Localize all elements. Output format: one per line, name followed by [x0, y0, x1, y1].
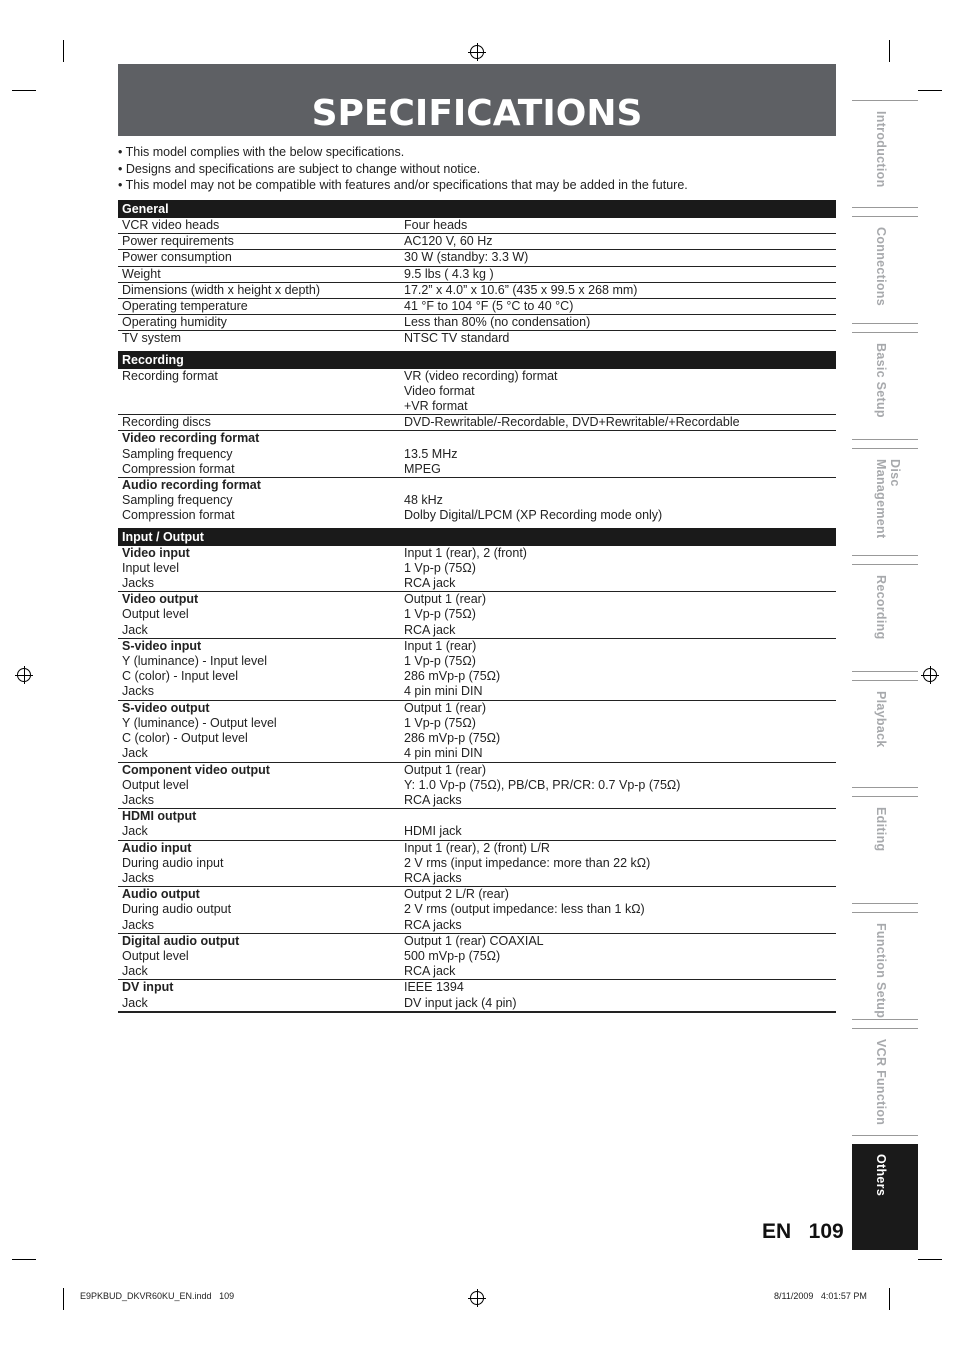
- spec-label: [118, 980, 404, 1010]
- spec-value-line: [404, 431, 836, 446]
- side-tab[interactable]: [852, 1144, 918, 1250]
- spec-value: [404, 431, 836, 477]
- spec-row: [118, 980, 836, 1012]
- footer-timestamp: 8/11/2009 4:01:57 PM: [774, 1291, 867, 1301]
- registration-mark-icon: [470, 45, 484, 59]
- spec-value-line: 9.5 lbs ( 4.3 kg ): [404, 266, 494, 281]
- spec-value-line: 2 V rms (input impedance: more than 22 kΩ): [404, 855, 651, 870]
- spec-label-line: During audio output: [122, 902, 232, 917]
- spec-value-line: 500 mVp-p (75Ω): [404, 948, 501, 963]
- spec-label: [118, 701, 404, 762]
- spec-label: [118, 315, 404, 330]
- spec-value-line: Output 1 (rear): [404, 762, 486, 777]
- spec-row: [118, 592, 836, 639]
- spec-value-line: 41 °F to 104 °F (5 °C to 40 °C): [404, 299, 574, 314]
- spec-row: [118, 809, 836, 840]
- spec-label-line: Jack: [122, 995, 148, 1010]
- spec-label: [118, 234, 404, 249]
- spec-group-title: Video recording format: [122, 431, 260, 446]
- spec-row: [118, 701, 836, 763]
- spec-value-line: 4 pin mini DIN: [404, 684, 483, 699]
- spec-value: [404, 841, 836, 887]
- spec-row: [118, 315, 836, 331]
- spec-label-line: Y (luminance) - Input level: [122, 654, 267, 669]
- spec-value-line: Input 1 (rear): [404, 638, 477, 653]
- spec-value-line: 13.5 MHz: [404, 446, 458, 461]
- spec-value-line: Output 1 (rear): [404, 592, 486, 607]
- spec-value-line: Input 1 (rear), 2 (front) L/R: [404, 840, 550, 855]
- spec-label: [118, 809, 404, 839]
- spec-value-line: Y: 1.0 Vp-p (75Ω), PB/CB, PR/CR: 0.7 Vp-p (75Ω): [404, 777, 681, 792]
- spec-value: [404, 546, 836, 592]
- spec-value-line: Output 1 (rear) COAXIAL: [404, 933, 544, 948]
- spec-value-line: RCA jack: [404, 622, 456, 637]
- crop-mark: [12, 90, 36, 91]
- spec-group-title: Audio output: [122, 887, 200, 902]
- spec-group-title: Video output: [122, 592, 199, 607]
- spec-label-line: Output level: [122, 948, 189, 963]
- spec-group-title: HDMI output: [122, 809, 197, 824]
- spec-row: [118, 218, 836, 234]
- spec-value-line: Output 1 (rear): [404, 700, 486, 715]
- side-tab[interactable]: [852, 100, 918, 208]
- spec-label-line: Recording format: [122, 368, 218, 383]
- spec-label: [118, 639, 404, 700]
- spec-value-line: HDMI jack: [404, 824, 462, 839]
- side-tab-label: Recording: [874, 575, 888, 640]
- crop-mark: [918, 90, 942, 91]
- spec-row: [118, 887, 836, 934]
- registration-mark-icon: [923, 668, 937, 682]
- spec-label: [118, 887, 404, 933]
- note: • This model complies with the below specifications.: [118, 145, 405, 159]
- spec-value-line: NTSC TV standard: [404, 331, 510, 346]
- spec-label-line: Output level: [122, 777, 189, 792]
- spec-group-title: Video input: [122, 545, 190, 560]
- spec-value-line: [404, 809, 836, 824]
- side-tab[interactable]: [852, 332, 918, 440]
- spec-group-title: S-video input: [122, 638, 202, 653]
- side-tab-label: Introduction: [874, 111, 888, 188]
- spec-value-line: 48 kHz: [404, 493, 443, 508]
- spec-row: [118, 369, 836, 416]
- spec-row: [118, 250, 836, 266]
- spec-label-line: Dimensions (width x height x depth): [122, 282, 321, 297]
- note: • This model may not be compatible with features and/or specifications that may be added in the future.: [118, 178, 688, 192]
- spec-label-line: Jack: [122, 746, 148, 761]
- spec-value: [404, 315, 836, 330]
- spec-value-line: RCA jacks: [404, 792, 462, 807]
- spec-label: [118, 267, 404, 282]
- spec-group-title: Component video output: [122, 762, 270, 777]
- spec-label: [118, 763, 404, 809]
- spec-value: [404, 809, 836, 839]
- spec-value-line: 1 Vp-p (75Ω): [404, 715, 476, 730]
- spec-row: [118, 283, 836, 299]
- spec-label: [118, 283, 404, 298]
- spec-label: [118, 431, 404, 477]
- spec-value-line: Video format: [404, 383, 475, 398]
- spec-value-line: Four heads: [404, 218, 468, 232]
- spec-value-line: DVD-Rewritable/-Recordable, DVD+Rewritable/+Recordable: [404, 415, 740, 430]
- spec-value: [404, 267, 836, 282]
- side-tab-label: Playback: [874, 691, 888, 748]
- spec-label-line: Jack: [122, 622, 148, 637]
- spec-label: [118, 299, 404, 314]
- spec-label-line: Sampling frequency: [122, 493, 233, 508]
- spec-value: [404, 887, 836, 933]
- spec-value-line: AC120 V, 60 Hz: [404, 234, 493, 249]
- spec-label: [118, 592, 404, 638]
- crop-mark: [12, 1259, 36, 1260]
- spec-value: [404, 478, 836, 524]
- spec-label-line: Operating temperature: [122, 299, 248, 314]
- side-tab[interactable]: [852, 448, 918, 556]
- spec-value-line: Less than 80% (no condensation): [404, 315, 591, 330]
- side-tab[interactable]: [852, 1028, 918, 1136]
- section-header: Recording: [118, 351, 836, 369]
- spec-label: [118, 841, 404, 887]
- side-tab-label: VCR Function: [874, 1039, 888, 1126]
- spec-label-line: Compression format: [122, 461, 235, 476]
- spec-value: [404, 331, 836, 346]
- side-tab[interactable]: [852, 680, 918, 788]
- spec-label: [118, 331, 404, 346]
- spec-label: [118, 369, 404, 415]
- spec-row: [118, 841, 836, 888]
- spec-label: [118, 415, 404, 430]
- spec-label-line: C (color) - Output level: [122, 731, 248, 746]
- page-title: SPECIFICATIONS: [118, 64, 836, 136]
- spec-value: [404, 980, 836, 1010]
- spec-group-title: Digital audio output: [122, 933, 240, 948]
- spec-value-line: DV input jack (4 pin): [404, 995, 517, 1010]
- spec-label-line: Recording discs: [122, 415, 211, 430]
- spec-value-line: 4 pin mini DIN: [404, 746, 483, 761]
- side-tab-label: Basic Setup: [874, 343, 888, 418]
- spec-value: [404, 218, 836, 233]
- spec-value-line: [404, 478, 836, 493]
- spec-label-line: Operating humidity: [122, 315, 227, 330]
- section-header: Input / Output: [118, 528, 836, 546]
- side-tab[interactable]: [852, 796, 918, 904]
- spec-value-line: RCA jacks: [404, 870, 462, 885]
- spec-label-line: Compression format: [122, 508, 235, 523]
- spec-row: [118, 415, 836, 431]
- spec-value-line: 17.2” x 4.0” x 10.6” (435 x 99.5 x 268 mm): [404, 282, 638, 297]
- spec-section: [118, 200, 836, 347]
- spec-value-line: 286 mVp-p (75Ω): [404, 731, 501, 746]
- side-tab-label: Function Setup: [874, 923, 888, 1019]
- spec-label-line: Sampling frequency: [122, 446, 233, 461]
- spec-label-line: During audio input: [122, 855, 224, 870]
- spec-group-title: S-video output: [122, 700, 210, 715]
- spec-row: [118, 331, 836, 346]
- spec-row: [118, 546, 836, 593]
- spec-row: [118, 934, 836, 981]
- spec-value-line: RCA jacks: [404, 917, 462, 932]
- spec-row: [118, 234, 836, 250]
- notes-list: [118, 144, 836, 194]
- side-tab-label: Others: [874, 1154, 888, 1197]
- spec-label-line: Output level: [122, 607, 189, 622]
- spec-label-line: Jacks: [122, 684, 154, 699]
- spec-label-line: Jacks: [122, 870, 154, 885]
- spec-value: [404, 299, 836, 314]
- crop-mark: [63, 1288, 64, 1310]
- spec-label-line: C (color) - Input level: [122, 669, 239, 684]
- spec-group-title: Audio recording format: [122, 478, 261, 493]
- spec-row: [118, 478, 836, 524]
- spec-row: [118, 431, 836, 478]
- footer-file: E9PKBUD_DKVR60KU_EN.indd 109: [80, 1291, 235, 1301]
- spec-row: [118, 267, 836, 283]
- page-number: EN 109: [762, 1220, 844, 1243]
- side-tab-label: Connections: [874, 227, 888, 306]
- spec-label-line: Jack: [122, 964, 148, 979]
- spec-label-line: Jacks: [122, 576, 154, 591]
- spec-value-line: 2 V rms (output impedance: less than 1 kΩ): [404, 902, 645, 917]
- spec-value-line: +VR format: [404, 399, 468, 414]
- spec-group-title: DV input: [122, 980, 174, 995]
- spec-label-line: Weight: [122, 266, 161, 281]
- spec-value: [404, 592, 836, 638]
- spec-value: [404, 415, 836, 430]
- spec-value-line: 1 Vp-p (75Ω): [404, 654, 476, 669]
- spec-section: [118, 528, 836, 1013]
- spec-label-line: Jacks: [122, 917, 154, 932]
- spec-label: [118, 934, 404, 980]
- spec-label-line: Jacks: [122, 792, 154, 807]
- spec-label: [118, 250, 404, 265]
- spec-value-line: 30 W (standby: 3.3 W): [404, 250, 529, 265]
- note: • Designs and specifications are subject to change without notice.: [118, 161, 481, 176]
- spec-value: [404, 701, 836, 762]
- spec-value: [404, 250, 836, 265]
- crop-mark: [918, 1259, 942, 1260]
- spec-table: [118, 200, 836, 1013]
- spec-value: [404, 369, 836, 415]
- spec-label-line: Power requirements: [122, 234, 234, 249]
- side-tab-label: Editing: [874, 807, 888, 852]
- spec-value: [404, 639, 836, 700]
- spec-value-line: Input 1 (rear), 2 (front): [404, 545, 527, 560]
- spec-value-line: IEEE 1394: [404, 980, 464, 995]
- spec-label: [118, 478, 404, 524]
- spec-group-title: Audio input: [122, 840, 192, 855]
- spec-section: [118, 351, 836, 524]
- spec-value-line: Output 2 L/R (rear): [404, 887, 509, 902]
- spec-label-line: VCR video heads: [122, 218, 220, 232]
- spec-label-line: TV system: [122, 331, 182, 346]
- side-tab-label: Disc Management: [874, 459, 902, 539]
- spec-value-line: MPEG: [404, 461, 441, 476]
- spec-value-line: RCA jack: [404, 576, 456, 591]
- spec-label: [118, 546, 404, 592]
- spec-value-line: Dolby Digital/LPCM (XP Recording mode only): [404, 508, 663, 523]
- crop-mark: [889, 1288, 890, 1310]
- crop-mark: [63, 40, 64, 62]
- spec-value: [404, 283, 836, 298]
- spec-label-line: Power consumption: [122, 250, 232, 265]
- spec-value-line: VR (video recording) format: [404, 368, 558, 383]
- spec-label-line: Input level: [122, 560, 179, 575]
- spec-row: [118, 763, 836, 810]
- spec-value: [404, 234, 836, 249]
- spec-value-line: 1 Vp-p (75Ω): [404, 560, 476, 575]
- spec-value-line: 1 Vp-p (75Ω): [404, 607, 476, 622]
- crop-mark: [889, 40, 890, 62]
- section-header: General: [118, 200, 836, 218]
- registration-mark-icon: [470, 1291, 484, 1305]
- side-tab[interactable]: [852, 564, 918, 672]
- spec-value-line: 286 mVp-p (75Ω): [404, 669, 501, 684]
- spec-value: [404, 763, 836, 809]
- spec-row: [118, 639, 836, 701]
- side-tab[interactable]: [852, 216, 918, 324]
- spec-label: [118, 218, 404, 233]
- spec-value: [404, 934, 836, 980]
- spec-label-line: Jack: [122, 824, 148, 839]
- spec-label-line: Y (luminance) - Output level: [122, 715, 277, 730]
- spec-value-line: RCA jack: [404, 964, 456, 979]
- side-tab[interactable]: [852, 912, 918, 1020]
- spec-row: [118, 299, 836, 315]
- registration-mark-icon: [17, 668, 31, 682]
